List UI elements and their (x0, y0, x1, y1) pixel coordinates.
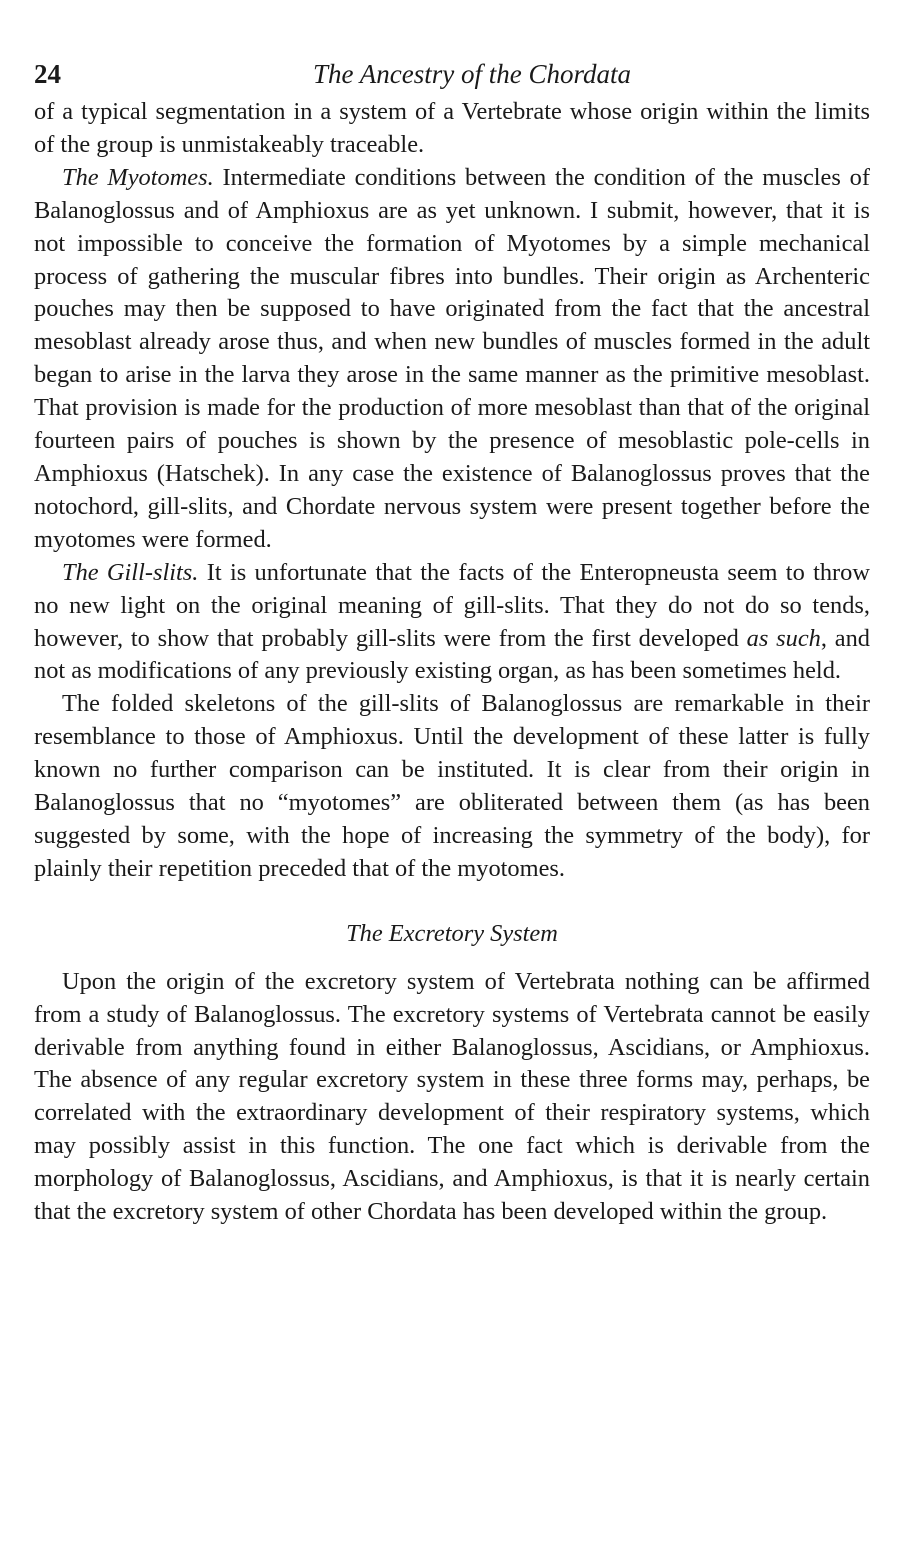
paragraph-myotomes (34, 162, 870, 557)
section-heading: The Excretory System (346, 919, 558, 947)
paragraph-text: , and not as modifications of any previously existing organ, as has been sometimes held. (34, 624, 870, 685)
paragraph-text: It is unfortunate that the facts of the Enteropneusta seem to throw no new light on the original meaning of gill-slits. That they do not do so tends, however, to show that probably gill-slits were from the first developed (34, 558, 870, 652)
paragraph-text: The folded skeletons of the gill-slits of Balanoglossus are remarkable in their resemblance to those of Amphioxus. Until the development of these latter is fully known no further comparison can be instituted. It is clear from their origin in Balanoglossus that no “myotomes” are obliterated between them (as has been suggested by some, with the hope of increasing the symmetry of the body), for plainly their repetition preceded that of the myotomes. (34, 690, 870, 882)
paragraph-lead-myotomes: The Myotomes. (62, 163, 214, 191)
emphasis-as-such: as such (746, 624, 821, 652)
paragraph-folded-skeletons (34, 688, 870, 885)
body-text (34, 96, 870, 1229)
paragraph-text: of a typical segmentation in a system of a Vertebrate whose origin within the limits of the group is unmistakeably traceable. (34, 98, 870, 158)
paragraph-lead-gill-slits: The Gill-slits. (62, 558, 199, 586)
running-head (34, 52, 870, 96)
page-number: 24 (34, 59, 61, 89)
book-page (34, 52, 870, 1229)
paragraph-gill-slits (34, 557, 870, 689)
paragraph-text: Intermediate conditions between the condition of the muscles of Balanoglossus and of Amphioxus are as yet unknown. I submit, however, that it is not impossible to conceive the formation of Myotomes by a simple mechanical process of gathering the muscular fibres into bundles. Their origin as Archenteric pouches may then be supposed to have originated from the fact that the ancestral mesoblast already arose thus, and when new bundles of muscles formed in the adult began to arise in the larva they arose in the same manner as the primitive mesoblast. That provision is made for the production of more mesoblast than that of the original fourteen pairs of pouches is shown by the presence of mesoblastic pole-cells in Amphioxus (Hatschek). In any case the existence of Balanoglossus proves that the notochord, gill-slits, and Chordate nervous system were present together before the myotomes were formed. (34, 163, 870, 553)
running-title: The Ancestry of the Chordata (313, 59, 631, 89)
paragraph-continuation (34, 96, 870, 162)
paragraph-excretory-system (34, 966, 870, 1229)
paragraph-text: Upon the origin of the excretory system of Vertebrata nothing can be affirmed from a study of Balanoglossus. The excretory systems of Vertebrata cannot be easily derivable from anything found in either Balanoglossus, Ascidians, or Amphioxus. The absence of any regular excretory system in these three forms may, perhaps, be correlated with the extraordinary development of their respiratory systems, which may possibly assist in this function. The one fact which is derivable from the morphology of Balanoglossus, Ascidians, and Amphioxus, is that it is nearly certain that the excretory system of other Chordata has been developed within the group. (34, 967, 870, 1226)
